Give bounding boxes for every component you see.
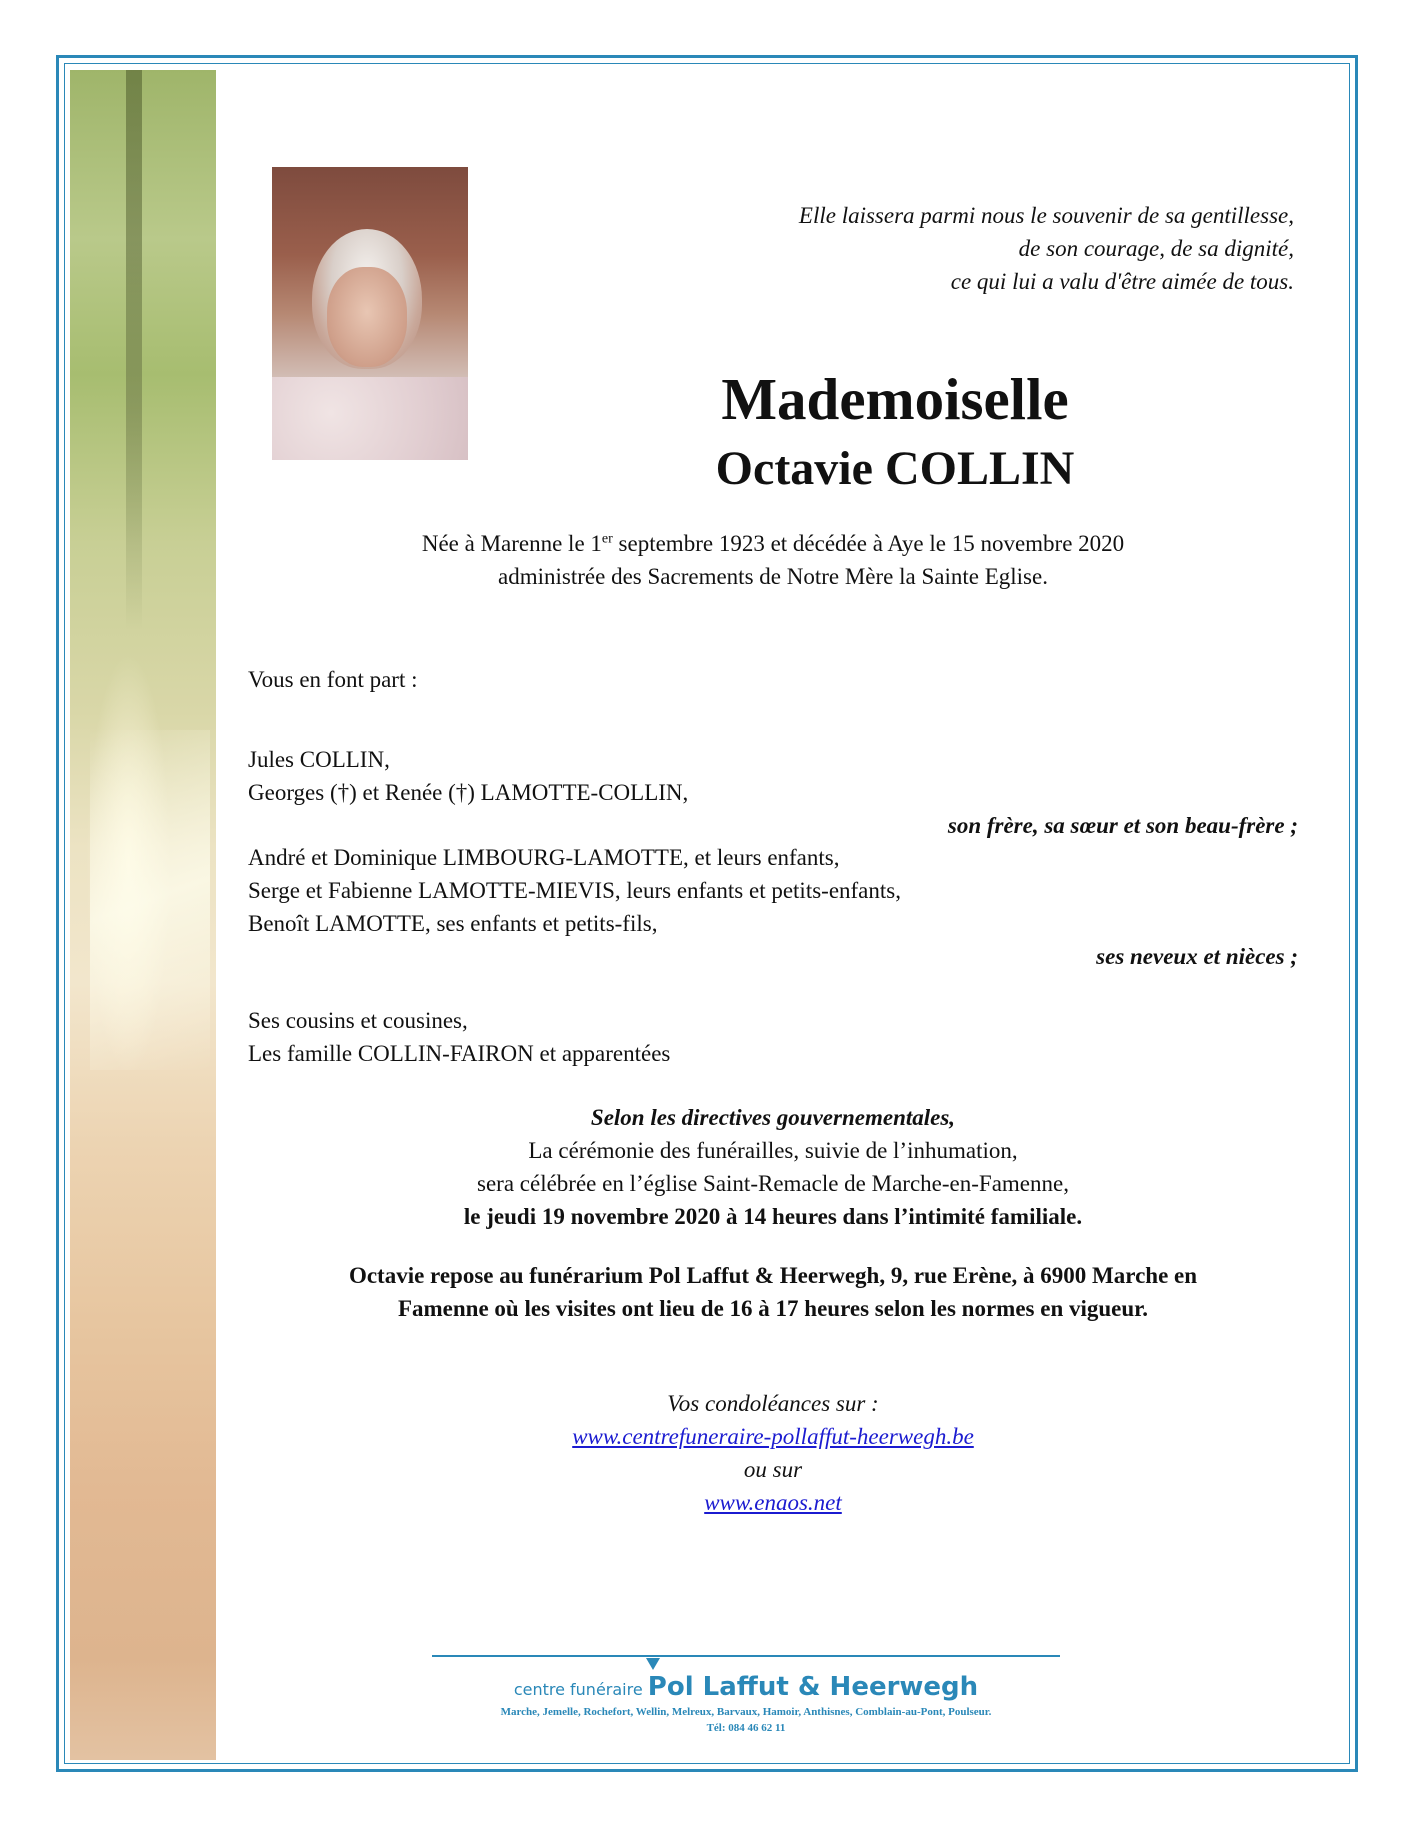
- quote-line: Elle laissera parmi nous le souvenir de sa gentillesse,: [798, 203, 1294, 228]
- family-line: Benoît LAMOTTE, ses enfants et petits-fils,: [248, 911, 658, 936]
- family-relation: ses neveux et nièces ;: [1096, 944, 1298, 969]
- ceremony-info: [248, 1101, 1298, 1233]
- family-group-cousins: [248, 1004, 1298, 1070]
- family-line: Georges (†) et Renée (†) LAMOTTE-COLLIN,: [248, 780, 689, 805]
- family-group-nephews: [248, 841, 1298, 973]
- funeral-home-logo: [432, 1672, 1060, 1702]
- repose-info: [248, 1259, 1298, 1325]
- family-line: Serge et Fabienne LAMOTTE-MIEVIS, leurs enfants et petits-enfants,: [248, 878, 901, 903]
- logo-prefix: centre funéraire: [513, 1680, 643, 1699]
- condolences-link-enaos[interactable]: www.enaos.net: [704, 1490, 842, 1515]
- logo-brand: Pol Laffut & Heerwegh: [647, 1672, 979, 1702]
- honorific-title: Mademoiselle: [721, 366, 1069, 432]
- portrait-face: [327, 267, 407, 367]
- family-line: Les famille COLLIN-FAIRON et apparentées: [248, 1041, 671, 1066]
- deceased-name: Octavie COLLIN: [715, 442, 1075, 495]
- ordinal-suffix: er: [601, 531, 613, 547]
- footer-phone: Tél: 084 46 62 11: [706, 1722, 786, 1734]
- birth-death-info: [248, 527, 1298, 593]
- footer-divider: [432, 1655, 1060, 1657]
- announcement-intro: Vous en font part :: [248, 667, 418, 692]
- family-relation: son frère, sa sœur et son beau-frère ;: [947, 813, 1298, 838]
- footer-towns: Marche, Jemelle, Rochefort, Wellin, Melreux, Barvaux, Hamoir, Anthisnes, Comblain-au-Pont, Poulseur.: [500, 1706, 992, 1718]
- ceremony-line: sera célébrée en l’église Saint-Remacle de Marche-en-Famenne,: [477, 1171, 1069, 1196]
- condolences-link-funeral-center[interactable]: www.centrefuneraire-pollaffut-heerwegh.be: [572, 1424, 974, 1449]
- forest-path-image: [70, 70, 216, 1760]
- death-text: septembre 1923 et décédée à Aye le 15 novembre 2020: [612, 531, 1125, 556]
- sunlight-ray: [90, 730, 210, 1070]
- portrait-photo: [272, 167, 468, 460]
- family-line: Ses cousins et cousines,: [248, 1008, 468, 1033]
- memorial-quote: [594, 199, 1294, 298]
- birth-text: Née à Marenne le 1: [421, 531, 602, 556]
- tree-trunk: [126, 70, 142, 630]
- condolences-label: Vos condoléances sur :: [667, 1391, 879, 1416]
- quote-line: ce qui lui a valu d'être aimée de tous.: [950, 269, 1294, 294]
- ceremony-line: La cérémonie des funérailles, suivie de l’inhumation,: [528, 1138, 1018, 1163]
- ceremony-date: le jeudi 19 novembre 2020 à 14 heures dans l’intimité familiale.: [463, 1204, 1083, 1229]
- ceremony-heading: Selon les directives gouvernementales,: [590, 1105, 956, 1130]
- birth-death-line: [248, 527, 1298, 560]
- family-line: André et Dominique LIMBOURG-LAMOTTE, et leurs enfants,: [248, 845, 840, 870]
- condolences: [248, 1387, 1298, 1519]
- condolences-or: ou sur: [743, 1457, 803, 1482]
- family-line: Jules COLLIN,: [248, 747, 390, 772]
- footer-triangle-icon: [646, 1658, 660, 1670]
- family-group-siblings: [248, 743, 1298, 842]
- repose-line: Famenne où les visites ont lieu de 16 à 17 heures selon les normes en vigueur.: [397, 1296, 1149, 1321]
- quote-line: de son courage, de sa dignité,: [1018, 236, 1294, 261]
- portrait-blouse: [272, 377, 468, 460]
- repose-line: Octavie repose au funérarium Pol Laffut & Heerwegh, 9, rue Erène, à 6900 Marche en: [348, 1263, 1198, 1288]
- sacraments-line: administrée des Sacrements de Notre Mère la Sainte Eglise.: [498, 564, 1048, 589]
